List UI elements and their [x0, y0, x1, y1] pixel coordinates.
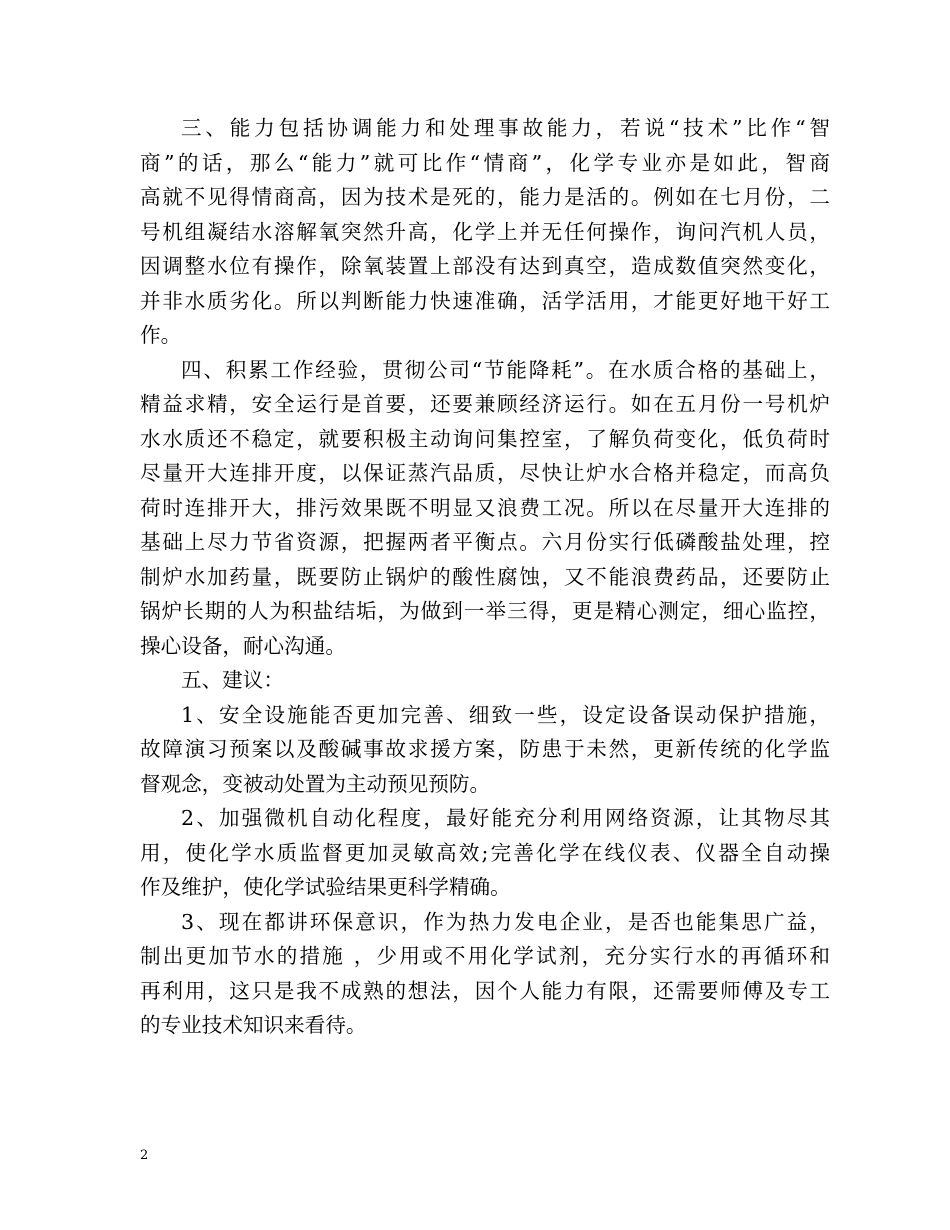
body-text	[140, 111, 830, 1043]
text-line: 四、积累工作经验，贯彻公司“节能降耗”。在水质合格的基础上，	[181, 357, 830, 382]
text-line: 因调整水位有操作，除氧装置上部没有达到真空，造成数值突然变化，	[140, 254, 830, 278]
text-line: 荷时连排开大，排污效果既不明显又浪费工况。所以在尽量开大连排的	[140, 495, 830, 520]
text-line: 作及维护，使化学试验结果更科学精确。	[140, 875, 511, 899]
text-line: 操心设备，耐心沟通。	[140, 633, 346, 658]
text-line: 制炉水加药量，既要防止锅炉的酸性腐蚀，又不能浪费药品，还要防止	[140, 564, 830, 589]
text-line: 锅炉长期的人为积盐结垢，为做到一举三得，更是精心测定，细心监控，	[140, 599, 830, 623]
text-line: 五、建议：	[181, 668, 284, 692]
text-line: 高就不见得情商高，因为技术是死的，能力是活的。例如在七月份，二	[140, 185, 830, 209]
text-line: 督观念，变被动处置为主动预见预防。	[140, 771, 491, 796]
text-line: 1、安全设施能否更加完善、细致一些，设定设备误动保护措施，	[181, 702, 830, 727]
text-line: 3、现在都讲环保意识，作为热力发电企业，是否也能集思广益，	[181, 909, 830, 934]
text-line: 尽量开大连排开度，以保证蒸汽品质，尽快让炉水合格并稳定，而高负	[140, 461, 830, 485]
text-line: 用，使化学水质监督更加灵敏高效;完善化学在线仪表、仪器全自动操	[140, 840, 830, 865]
page-number: 2	[140, 1148, 149, 1163]
text-line: 号机组凝结水溶解氧突然升高，化学上并无任何操作，询问汽机人员，	[140, 219, 830, 244]
text-line: 基础上尽力节省资源，把握两者平衡点。六月份实行低磷酸盐处理，控	[140, 530, 830, 554]
text-line: 商”的话，那么“能力”就可比作“情商”，化学专业亦是如此，智商	[140, 150, 830, 175]
text-line: 并非水质劣化。所以判断能力快速准确，活学活用，才能更好地干好工	[140, 288, 830, 313]
text-line: 再利用，这只是我不成熟的想法，因个人能力有限，还需要师傅及专工	[140, 978, 830, 1003]
text-line: 故障演习预案以及酸碱事故求援方案，防患于未然，更新传统的化学监	[140, 737, 830, 761]
text-line: 作。	[140, 323, 182, 347]
text-line: 水水质还不稳定，就要积极主动询问集控室，了解负荷变化，低负荷时	[140, 426, 830, 451]
text-line: 三、能力包括协调能力和处理事故能力，若说“技术”比作“智	[181, 116, 830, 140]
text-line: 的专业技术知识来看待。	[140, 1013, 367, 1037]
text-line: 2、加强微机自动化程度，最好能充分利用网络资源，让其物尽其	[181, 806, 830, 830]
text-line: 精益求精，安全运行是首要，还要兼顾经济运行。如在五月份一号机炉	[140, 392, 830, 416]
text-line: 制出更加节水的措施 ，少用或不用化学试剂，充分实行水的再循环和	[140, 944, 830, 968]
